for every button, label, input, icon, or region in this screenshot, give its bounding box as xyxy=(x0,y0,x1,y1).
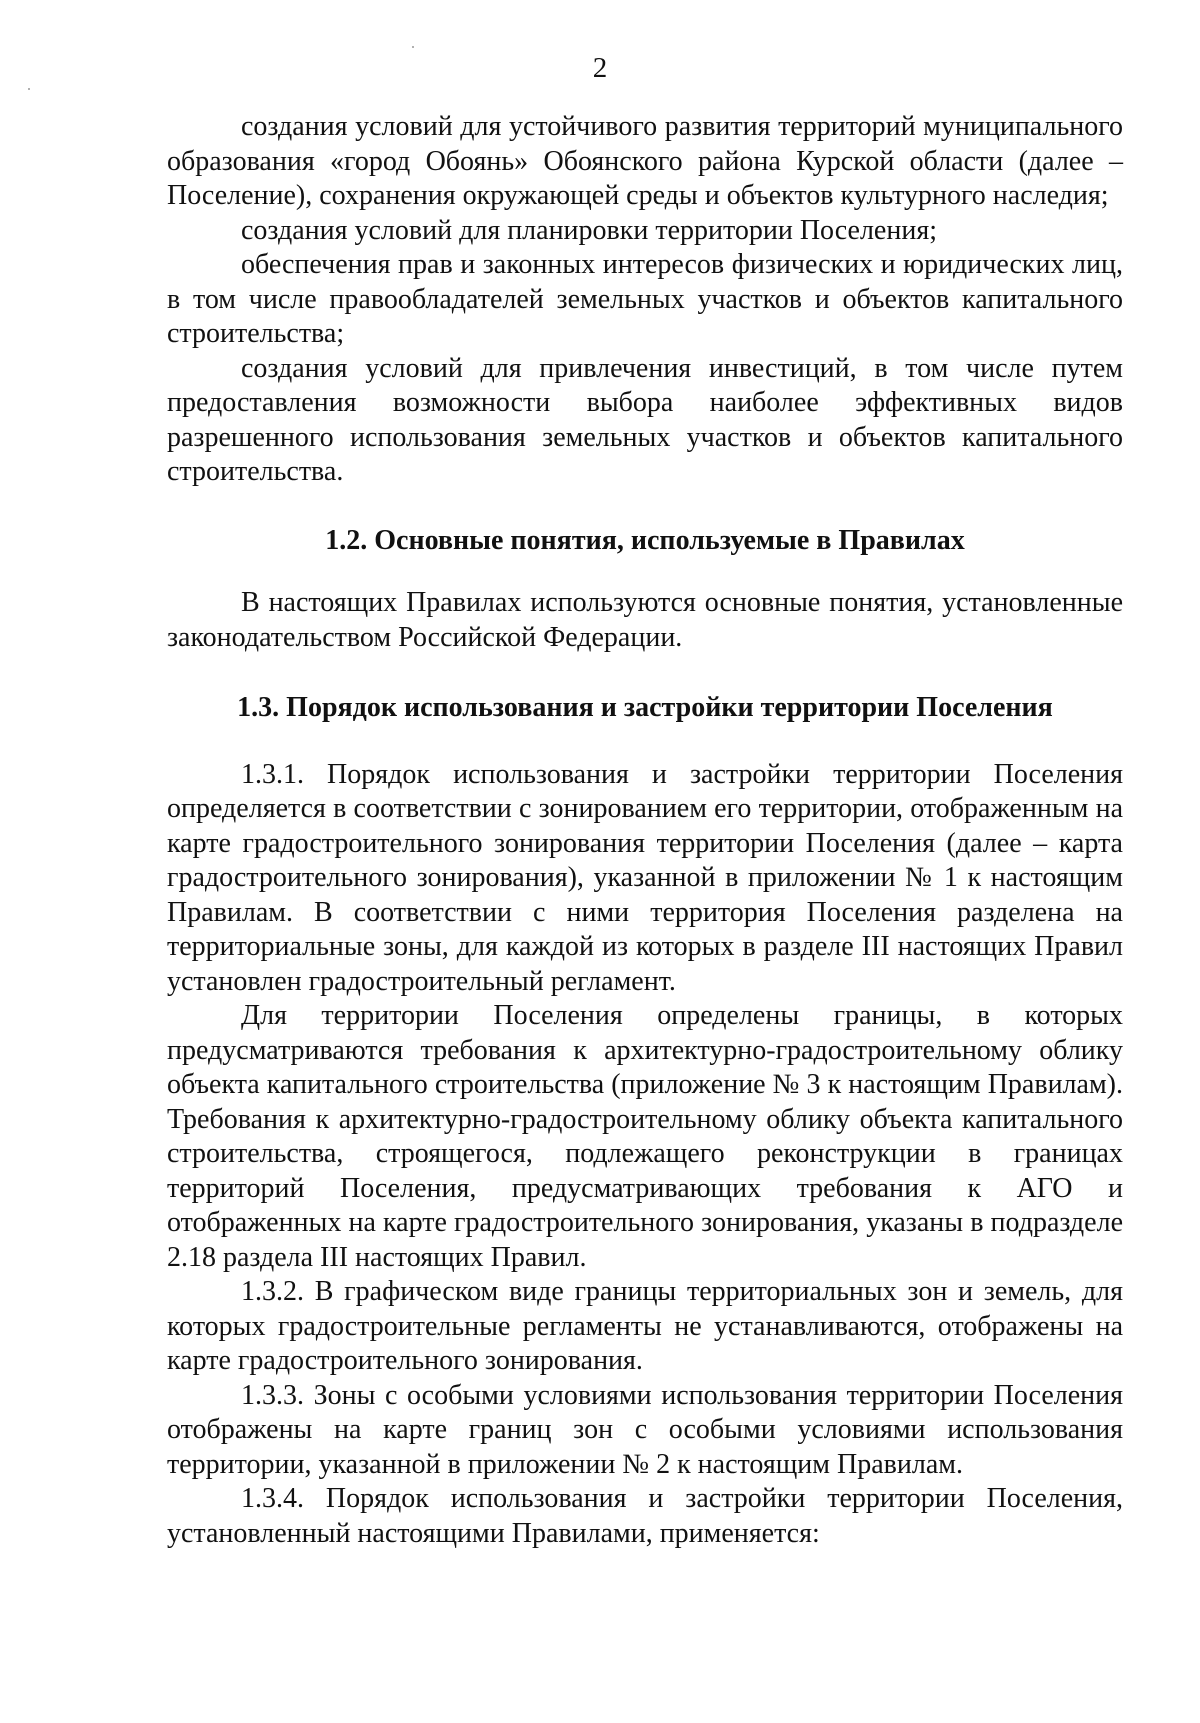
clause-1-3-2: 1.3.2. В графическом виде границы территориальных зон и земель, для которых градостроительные регламенты не устанавливаются, отображены на карте градостроительного зонирования. xyxy=(167,1276,1123,1376)
intro-paragraph-4: создания условий для привлечения инвестиций, в том числе путем предоставления возможности выбора наиболее эффективных видов разрешенного использования земельных участков и объектов капитального строительства. xyxy=(167,352,1123,487)
section-1-2-paragraph: В настоящих Правилах используются основные понятия, установленные законодательством Российской Федерации. xyxy=(167,587,1123,653)
clause-1-3-4: 1.3.4. Порядок использования и застройки территории Поселения, установленный настоящими Правилами, применяется: xyxy=(167,1483,1123,1549)
clause-1-3-1-continuation: Для территории Поселения определены границы, в которых предусматриваются требования к архитектурно-градостроительному облику объекта капитального строительства (приложение № 3 к настоящим Правилам). Требования к архитектурно-градостроительному облику объекта капитального строительства, строящегося, подлежащего реконструкции в границах территорий Поселения, предусматривающих требования к АГО и отображенных на карте градостроительного зонирования, указаны в подразделе 2.18 раздела III настоящих Правил. xyxy=(167,1000,1123,1273)
section-heading-1-3: 1.3. Порядок использования и застройки территории Поселения xyxy=(237,692,1053,723)
scan-speck xyxy=(412,46,414,48)
intro-paragraph-1: создания условий для устойчивого развития территорий муниципального образования «город Обоянь» Обоянского района Курской области (далее – Поселение), сохранения окружающей среды и объектов культурного наследия; xyxy=(167,111,1123,211)
document-body xyxy=(167,110,1123,1551)
intro-paragraph-2: создания условий для планировки территории Поселения; xyxy=(241,214,937,246)
scan-speck xyxy=(28,88,30,90)
clause-1-3-3: 1.3.3. Зоны с особыми условиями использования территории Поселения отображены на карте границ зон с особыми условиями использования территории, указанной в приложении № 2 к настоящим Правилам. xyxy=(167,1379,1123,1480)
clause-1-3-1: 1.3.1. Порядок использования и застройки территории Поселения определяется в соответствии с зонированием его территории, отображенным на карте градостроительного зонирования территории Поселения (далее – карта градостроительного зонирования), указанной в приложении № 1 к настоящим Правилам. В соответствии с ними территория Поселения разделена на территориальные зоны, для каждой из которых в разделе III настоящих Правил установлен градостроительный регламент. xyxy=(167,758,1123,997)
intro-paragraph-3: обеспечения прав и законных интересов физических и юридических лиц, в том числе правообладателей земельных участков и объектов капитального строительства; xyxy=(167,249,1123,349)
page-number: 2 xyxy=(592,52,608,84)
section-heading-1-2: 1.2. Основные понятия, используемые в Правилах xyxy=(325,524,965,556)
